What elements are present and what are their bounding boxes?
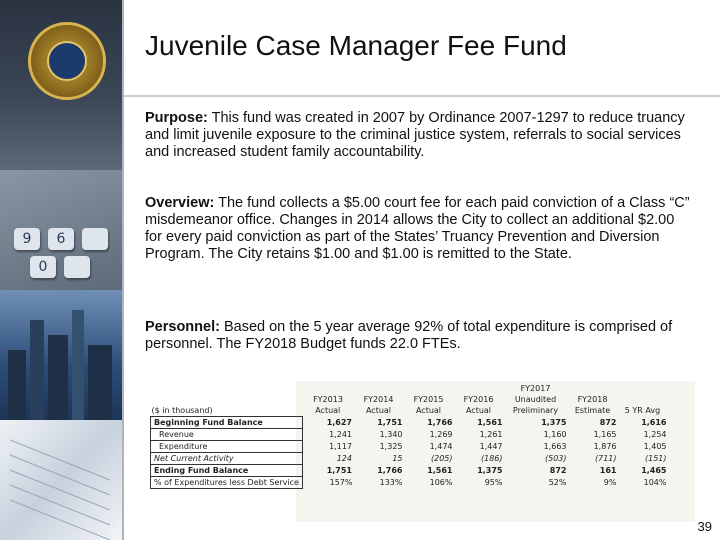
unit-label: ($ in thousand) — [151, 406, 213, 415]
table-cell: 1,325 — [379, 442, 403, 451]
table-cell: 161 — [599, 466, 617, 475]
table-cell: 1,663 — [543, 442, 567, 451]
table-cell: (151) — [644, 454, 667, 463]
header-cell: Unaudited — [514, 395, 557, 404]
header-cell: 5 YR Avg — [624, 406, 661, 416]
purpose-text: This fund was created in 2007 by Ordinance 2007-1297 to reduce truancy and limit juvenile exposure to the criminal justice system, referrals to social services and increased student family accountability. — [145, 110, 685, 160]
header-cell: FY2016 — [463, 395, 494, 404]
keypad-key — [64, 256, 90, 278]
personnel-paragraph — [145, 319, 695, 353]
overview-paragraph — [145, 195, 695, 263]
table-cell: (205) — [430, 454, 453, 463]
header-cell: FY2014 — [363, 395, 394, 404]
city-skyline-image — [0, 290, 122, 420]
table-cell: 1,241 — [329, 430, 352, 439]
table-cell: 106% — [429, 478, 453, 487]
table-cell: 872 — [549, 466, 567, 475]
table-cell: 124 — [336, 454, 352, 463]
table-cell: 1,561 — [477, 418, 503, 427]
table-cell: (503) — [544, 454, 567, 463]
row-label: Beginning Fund Balance — [151, 417, 303, 429]
table-cell: (711) — [594, 454, 617, 463]
header-cell: FY2015 — [413, 395, 444, 404]
personnel-label: Personnel: — [145, 319, 220, 335]
title-divider — [124, 95, 720, 97]
table-cell: 1,340 — [379, 430, 403, 439]
table-cell: 1,474 — [429, 442, 453, 451]
table-cell: 15 — [392, 454, 403, 463]
table-cell: (186) — [480, 454, 503, 463]
table-cell: 52% — [548, 478, 567, 487]
left-decorative-strip — [0, 0, 122, 540]
table-cell: 1,269 — [429, 430, 453, 439]
fund-table — [150, 381, 695, 522]
table-cell: 95% — [484, 478, 503, 487]
header-cell: Actual — [315, 406, 341, 416]
page-number: 39 — [697, 519, 712, 534]
table-cell: 104% — [643, 478, 667, 487]
table-row — [151, 417, 668, 429]
table-cell: 1,447 — [479, 442, 503, 451]
table-cell: 1,751 — [377, 418, 403, 427]
header-cell — [568, 383, 618, 394]
header-cell: Preliminary — [512, 406, 559, 416]
table-row — [151, 477, 668, 489]
table-cell: 157% — [329, 478, 353, 487]
header-cell: Estimate — [574, 406, 611, 416]
table-cell: 1,465 — [641, 466, 667, 475]
table-cell: 1,766 — [377, 466, 403, 475]
table-cell: 1,261 — [479, 430, 503, 439]
table-row — [151, 453, 668, 465]
keypad-key: 0 — [30, 256, 56, 278]
table-cell: 1,766 — [427, 418, 453, 427]
table-cell: 1,616 — [641, 418, 667, 427]
row-label: Revenue — [151, 429, 303, 441]
table-cell: 1,405 — [643, 442, 667, 451]
calculator-keypad-image — [0, 170, 122, 290]
header-cell: Actual — [365, 406, 392, 416]
table-row — [151, 429, 668, 441]
table-cell: 9% — [603, 478, 617, 487]
purpose-paragraph — [145, 110, 695, 161]
row-label: Ending Fund Balance — [151, 465, 303, 477]
table-cell: 1,254 — [643, 430, 667, 439]
city-seal-icon — [28, 22, 106, 100]
personnel-text: Based on the 5 year average 92% of total expenditure is comprised of personnel. The FY2018 Budget funds 22.0 FTEs. — [145, 319, 673, 352]
table-cell: 1,160 — [543, 430, 567, 439]
header-cell — [454, 383, 504, 394]
row-label: Expenditure — [151, 441, 303, 453]
header-cell: FY2018 — [577, 395, 608, 404]
divider — [122, 0, 124, 540]
row-label: Net Current Activity — [151, 453, 303, 465]
table-row — [151, 465, 668, 477]
spreadsheet-paper-image — [0, 420, 122, 540]
header-cell — [618, 383, 668, 394]
table-cell: 1,375 — [477, 466, 503, 475]
table-cell: 1,876 — [593, 442, 617, 451]
keypad-key: 6 — [48, 228, 74, 250]
overview-label: Overview: — [145, 195, 215, 211]
table-cell: 1,751 — [326, 466, 352, 475]
table-cell: 1,375 — [541, 418, 567, 427]
header-cell: Actual — [415, 406, 442, 416]
table-row — [151, 441, 668, 453]
keypad-key: 9 — [14, 228, 40, 250]
header-cell: Actual — [465, 406, 492, 416]
row-label: % of Expenditures less Debt Service — [151, 477, 303, 489]
header-cell: FY2017 — [520, 384, 551, 393]
table-cell: 1,561 — [427, 466, 453, 475]
table-cell: 133% — [379, 478, 403, 487]
header-cell — [303, 383, 354, 394]
table-cell: 872 — [599, 418, 617, 427]
header-cell: FY2013 — [313, 395, 343, 404]
overview-text: The fund collects a $5.00 court fee for each paid conviction of a Class “C” misdemeanor office. Changes in 2014 allows the City to collect an additional $2.00 for every paid conviction as part of the States’ Truancy Prevention and Diversion Program. The City retains $1.00 and $1.00 is remitted to the State. — [145, 195, 690, 262]
page-title: Juvenile Case Manager Fee Fund — [145, 30, 567, 61]
table-cell: 1,165 — [593, 430, 617, 439]
header-cell — [404, 383, 454, 394]
table-cell: 1,627 — [326, 418, 352, 427]
table-cell: 1,117 — [329, 442, 352, 451]
header-cell — [354, 383, 404, 394]
header-cell — [618, 394, 668, 405]
purpose-label: Purpose: — [145, 110, 208, 126]
keypad-key — [82, 228, 108, 250]
